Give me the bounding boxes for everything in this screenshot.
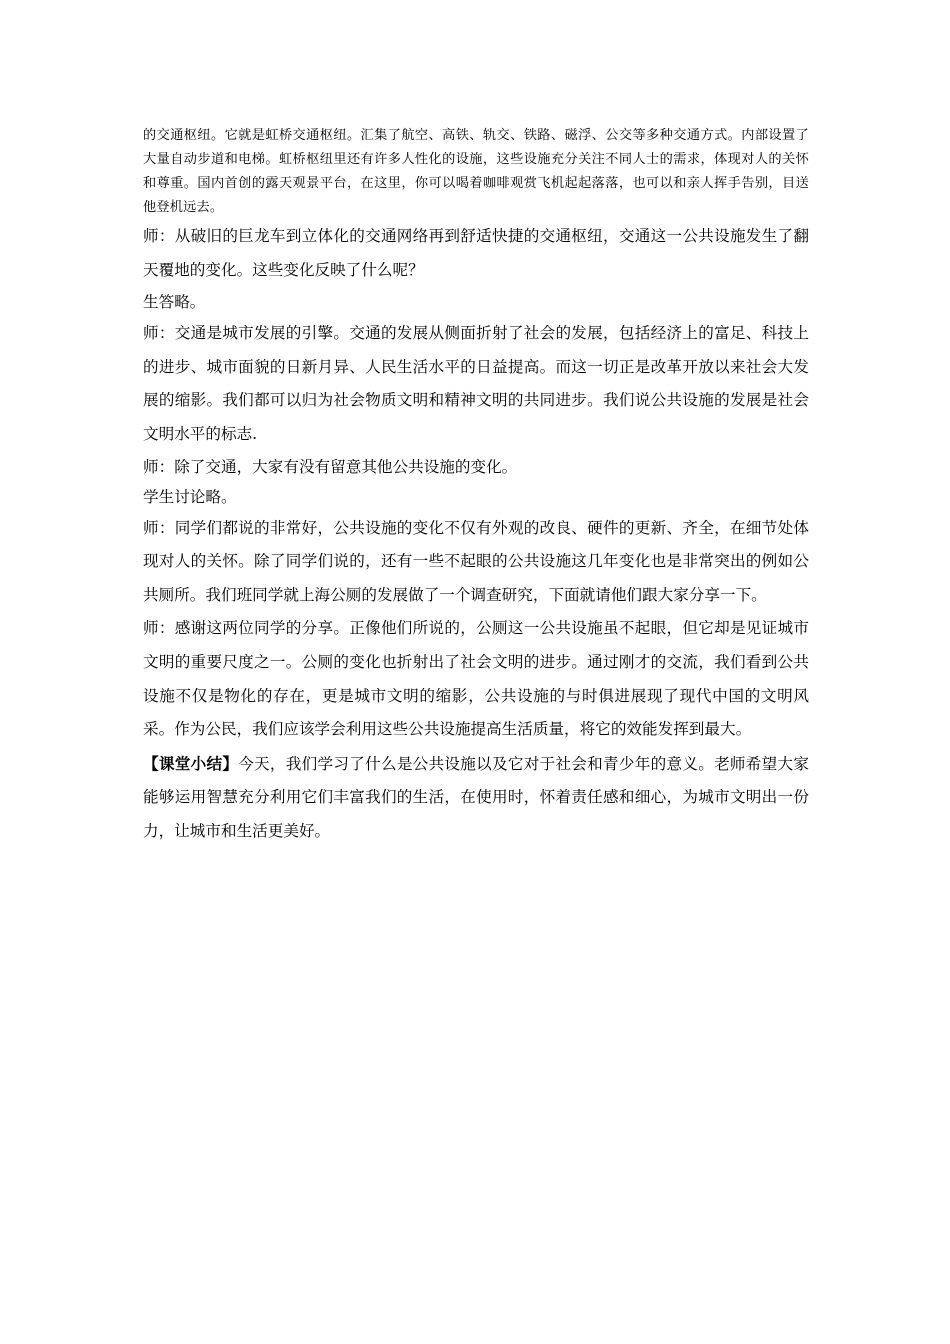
document-body bbox=[143, 124, 809, 849]
teacher-other-facilities-paragraph: 师：除了交通，大家有没有留意其他公共设施的变化。 bbox=[143, 457, 518, 476]
class-summary-tag: 【课堂小结】 bbox=[143, 753, 239, 773]
student-answer-paragraph: 生答略。 bbox=[143, 293, 206, 312]
student-discussion-paragraph: 学生讨论略。 bbox=[143, 487, 237, 506]
teacher-sharing-thanks-paragraph: 师：感谢这两位同学的分享。正像他们所说的，公厕这一公共设施虽不起眼，但它却是见证城市文明的重要尺度之一。公厕的变化也折射出了社会文明的进步。通过刚才的交流，我们看到公共设施不仅是物化的存在，更是城市文明的缩影，公共设施的与时俱进展现了现代中国的文明风采。作为公民，我们应该学会利用这些公共设施提高生活质量，将它的效能发挥到最大。 bbox=[143, 619, 809, 739]
class-summary-paragraph bbox=[143, 747, 809, 849]
teacher-transport-paragraph: 师：交通是城市发展的引擎。交通的发展从侧面折射了社会的发展，包括经济上的富足、科技上的进步、城市面貌的日新月异、人民生活水平的日益提高。而这一切正是改革开放以来社会大发展的缩影。我们都可以归为社会物质文明和精神文明的共同进步。我们说公共设施的发展是社会文明水平的标志. bbox=[143, 324, 809, 443]
class-summary-text: 今天，我们学习了什么是公共设施以及它对于社会和青少年的意义。老师希望大家能够运用智慧充分利用它们丰富我们的生活，在使用时，怀着责任感和细心，为城市文明出一份力，让城市和生活更美好。 bbox=[143, 754, 809, 840]
intro-paragraph: 的交通枢纽。它就是虹桥交通枢纽。汇集了航空、高铁、轨交、铁路、磁浮、公交等多种交通方式。内部设置了大量自动步道和电梯。虹桥枢纽里还有许多人性化的设施，这些设施充分关注不同人士的需求，体现对人的关怀和尊重。国内首创的露天观景平台，在这里，你可以喝着咖啡观赏飞机起起落落，也可以和亲人挥手告别，目送他登机远去。 bbox=[143, 128, 809, 215]
teacher-public-toilet-paragraph: 师：同学们都说的非常好，公共设施的变化不仅有外观的改良、硬件的更新、齐全，在细节处体现对人的关怀。除了同学们说的，还有一些不起眼的公共设施这几年变化也是非常突出的例如公共厕所。我们班同学就上海公厕的发展做了一个调查研究，下面就请他们跟大家分享一下。 bbox=[143, 518, 809, 604]
teacher-question-paragraph: 师：从破旧的巨龙车到立体化的交通网络再到舒适快捷的交通枢纽，交通这一公共设施发生了翻天覆地的变化。这些变化反映了什么呢？ bbox=[143, 227, 809, 279]
